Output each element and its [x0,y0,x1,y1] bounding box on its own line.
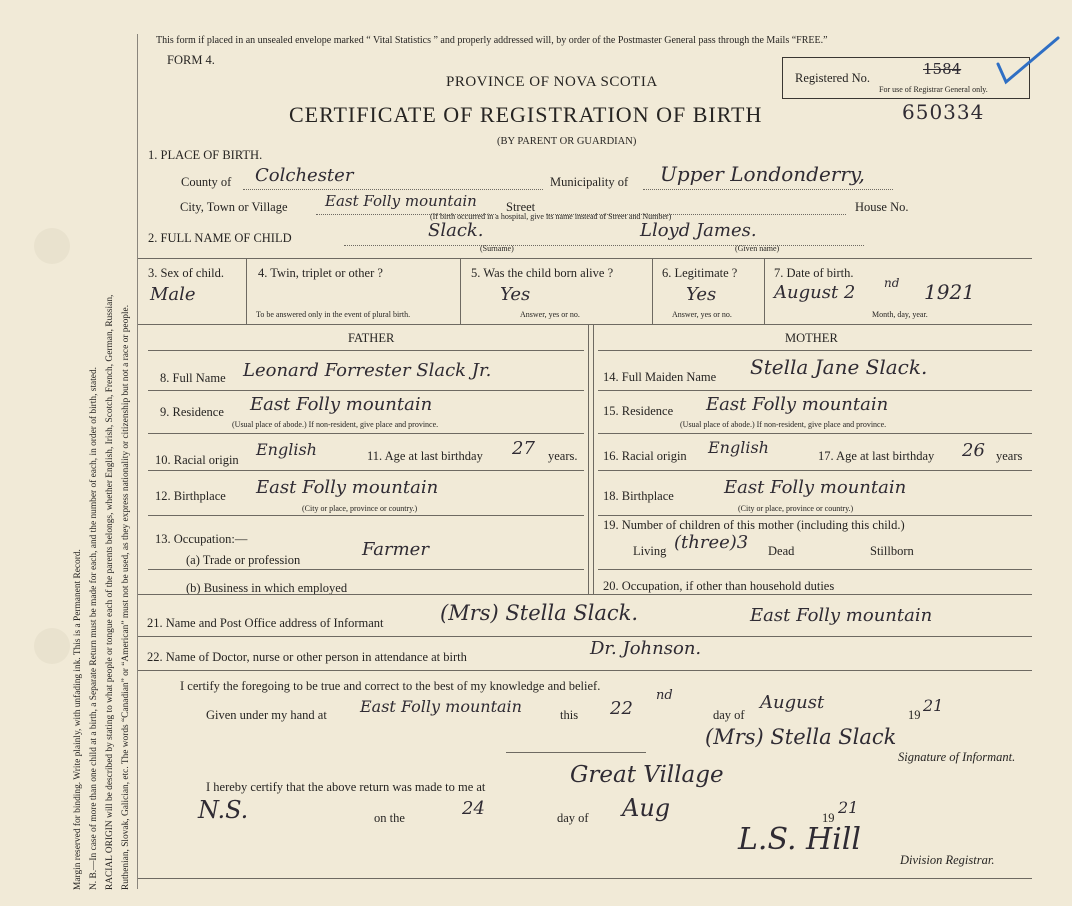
margin-rule [137,34,138,889]
margin-note-binding: Margin reserved for binding. Write plainly, with unfading ink. This is a Permanent Record. [73,549,83,890]
mother-residence: East Folly mountain [706,394,889,415]
father-business-label: (b) Business in which employed [186,581,348,595]
rule [148,390,584,391]
mail-notice: This form if placed in an unsealed envelope marked “ Vital Statistics ” and properly addressed will, by order of the Postmaster General pass through the Mails “FREE.” [156,35,828,46]
sex-value: Male [150,284,196,305]
rule [138,594,1032,595]
rule [598,515,1032,516]
mother-heading: MOTHER [785,331,838,345]
registrar-statement: I hereby certify that the above return was made to me at [206,780,486,794]
mother-age-label: 17. Age at last birthday [818,449,935,463]
province-heading: PROVINCE OF NOVA SCOTIA [446,74,658,90]
informant-signature-caption: Signature of Informant. [898,750,1016,764]
given-month: August [760,692,825,713]
registrar-day-of-label: day of [557,811,589,825]
father-heading: FATHER [348,331,395,345]
father-racial: English [256,440,317,459]
father-age: 27 [512,438,535,459]
rule [148,515,584,516]
binding-hole [34,628,70,664]
twin-label: 4. Twin, triplet or other ? [258,266,383,280]
child-surname: Slack. [428,220,484,241]
rule-v [246,258,247,324]
crossed-number: 1584 [923,60,962,78]
dob-note: Month, day, year. [872,310,928,319]
father-birthplace: East Folly mountain [256,477,439,498]
place-of-birth-label: 1. PLACE OF BIRTH. [148,148,263,162]
mother-age: 26 [962,440,985,461]
legitimate-label: 6. Legitimate ? [662,266,738,280]
certificate-title: CERTIFICATE OF REGISTRATION OF BIRTH [289,102,763,127]
certify-statement: I certify the foregoing to be true and correct to the best of my knowledge and belief. [180,679,601,693]
legitimate-value: Yes [686,284,717,305]
registrar-year-suffix: 21 [838,798,859,817]
rule-parents-top [138,324,1032,325]
children-count-label: 19. Number of children of this mother (including this child.) [603,518,905,532]
mother-racial: English [708,438,769,457]
father-trade: Farmer [362,539,429,560]
rule [148,433,584,434]
rule-heading [148,350,584,351]
binding-hole [34,228,70,264]
rule-v [652,258,653,324]
mother-racial-label: 16. Racial origin [603,449,687,463]
street-label: Street [506,200,536,214]
father-years-label: years. [548,449,578,463]
municipality-value: Upper Londonderry, [660,162,865,186]
county-line [243,189,543,190]
city-value: East Folly mountain [325,192,477,210]
rule-v [764,258,765,324]
registrar-day: 24 [462,798,485,819]
dob-year: 1921 [924,280,975,304]
rule [138,636,1032,637]
father-residence-note: (Usual place of abode.) If non-resident, give place and province. [232,420,439,429]
doctor-label: 22. Name of Doctor, nurse or other person in attendance at birth [147,650,467,664]
alive-note: Answer, yes or no. [520,310,580,319]
given-day-superscript: nd [656,688,673,703]
registrar-place: Great Village [570,762,724,788]
father-name: Leonard Forrester Slack Jr. [243,360,492,381]
registration-number: 650334 [902,100,985,124]
rule [138,670,1032,671]
rule-parents-divider [588,324,589,594]
this-label: this [560,708,579,722]
registrar-province: N.S. [198,796,249,824]
informant-label: 21. Name and Post Office address of Informant [147,616,384,630]
registrar-on-label: on the [374,811,405,825]
rule [148,470,584,471]
given-place: East Folly mountain [360,697,522,716]
living-count: (three)3 [674,532,749,553]
margin-note-multiple-births: N. B.—In case of more than one child at a birth, a Separate Return must be made for each, and the number of each, in order of birth, stated. [89,367,99,890]
margin-note-racial-origin: RACIAL ORIGIN will be described by stating to what people or tongue each of the parents belongs, whether English, Irish, Scotch, French, German, Russian, [105,294,115,890]
dob-superscript: nd [884,276,900,290]
informant-address: East Folly mountain [750,605,933,626]
given-year-suffix: 21 [923,696,944,715]
informant-name: (Mrs) Stella Slack. [440,601,639,625]
child-given-name: Lloyd James. [640,220,757,241]
surname-caption: (Surname) [480,244,514,253]
municipality-label: Municipality of [550,175,629,189]
child-name-line [344,245,864,246]
municipality-line [643,189,893,190]
margin-note-nationality: Ruthenian, Slovak, Galician, etc. The words “Canadian” or “American” must not be used, as they express nationality or citizenship but not a race or people. [121,304,131,890]
father-trade-label: (a) Trade or profession [186,553,301,567]
mother-name-label: 14. Full Maiden Name [603,370,717,384]
signature-stub-line [506,752,646,753]
mother-years-label: years [996,449,1023,463]
registrar-caption: Division Registrar. [900,853,995,867]
mother-birthplace: East Folly mountain [724,477,907,498]
father-age-label: 11. Age at last birthday [367,449,483,463]
registrar-year-prefix: 19 [822,811,835,825]
rule [598,433,1032,434]
father-birthplace-label: 12. Birthplace [155,489,226,503]
certificate-subtitle: (BY PARENT OR GUARDIAN) [497,136,637,147]
mother-birthplace-note: (City or place, province or country.) [738,504,854,513]
rule-v [460,258,461,324]
mother-residence-label: 15. Residence [603,404,674,418]
living-label: Living [633,544,667,558]
mother-name: Stella Jane Slack. [750,355,928,379]
house-label: House No. [855,200,909,214]
doctor-name: Dr. Johnson. [590,638,702,659]
given-label: Given under my hand at [206,708,327,722]
dob-label: 7. Date of birth. [774,266,854,280]
father-name-label: 8. Full Name [160,371,226,385]
mother-occupation-label: 20. Occupation, if other than household duties [603,579,835,593]
registrar-month: Aug [622,794,671,822]
county-value: Colchester [255,165,354,186]
hospital-note: (If birth occurred in a hospital, give its name instead of Street and Number) [430,212,672,221]
informant-signature: (Mrs) Stella Slack [705,725,897,749]
sex-label: 3. Sex of child. [148,266,225,280]
given-day: 22 [610,698,633,719]
registrar-signature: L.S. Hill [738,822,861,857]
dead-label: Dead [768,544,795,558]
stillborn-label: Stillborn [870,544,914,558]
rule [148,569,584,570]
registrar-use-note: For use of Registrar General only. [879,85,988,94]
rule-heading [598,350,1032,351]
city-label: City, Town or Village [180,200,288,214]
check-mark-icon [996,34,1062,90]
legitimate-note: Answer, yes or no. [672,310,732,319]
dob-month-day: August 2 [774,282,856,303]
given-year-prefix: 19 [908,708,921,722]
father-occupation-label: 13. Occupation:— [155,532,248,546]
mother-residence-note: (Usual place of abode.) If non-resident, give place and province. [680,420,887,429]
father-residence-label: 9. Residence [160,405,224,419]
child-name-label: 2. FULL NAME OF CHILD [148,231,292,245]
rule [598,470,1032,471]
form-number: FORM 4. [167,53,215,67]
alive-value: Yes [500,284,531,305]
registered-label: Registered No. [795,71,870,85]
given-name-caption: (Given name) [735,244,780,253]
twin-note: To be answered only in the event of plural birth. [256,310,411,319]
father-residence: East Folly mountain [250,394,433,415]
given-day-of-label: day of [713,708,745,722]
rule-parents-divider [593,324,594,594]
registered-number-box [782,57,1030,99]
father-birthplace-note: (City or place, province or country.) [302,504,418,513]
rule-top-row [138,258,1032,259]
mother-birthplace-label: 18. Birthplace [603,489,674,503]
rule [598,390,1032,391]
alive-label: 5. Was the child born alive ? [471,266,614,280]
father-racial-label: 10. Racial origin [155,453,239,467]
rule [598,569,1032,570]
county-label: County of [181,175,232,189]
frame-bottom-rule [138,878,1032,879]
